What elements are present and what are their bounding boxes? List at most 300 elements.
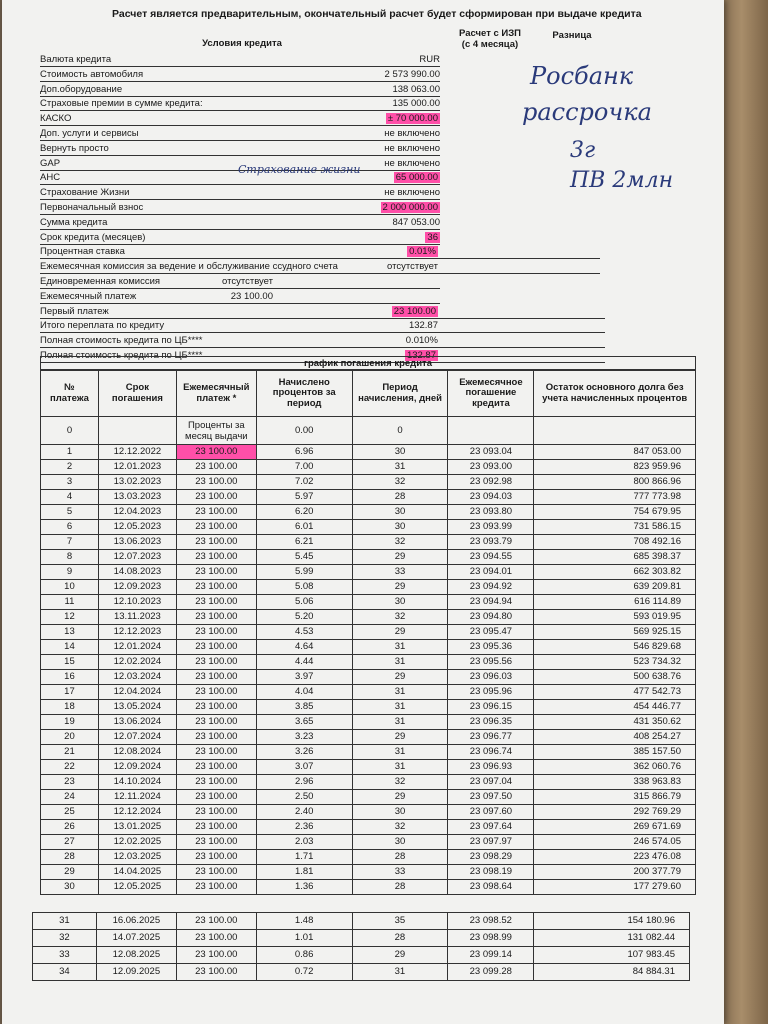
- cell-payment: 23 100.00: [176, 505, 256, 520]
- cell-repayment: 23 092.98: [448, 475, 534, 490]
- cell-number: 5: [41, 505, 99, 520]
- condition-row: [40, 215, 440, 230]
- condition-row: [40, 318, 605, 333]
- cell-days: 30: [352, 595, 448, 610]
- izp-heading: Расчет с ИЗП (с 4 месяца): [458, 28, 522, 50]
- cell-interest: 7.00: [256, 460, 352, 475]
- cell-date: 14.07.2025: [96, 930, 176, 947]
- cell-number: 27: [41, 835, 99, 850]
- condition-row: [40, 230, 440, 245]
- cell-days: 28: [352, 930, 448, 947]
- cell-repayment: 23 094.03: [448, 490, 534, 505]
- cell-repayment: 23 094.80: [448, 610, 534, 625]
- table-row: [33, 930, 690, 947]
- cell-number: 15: [41, 655, 99, 670]
- cell-payment: 23 100.00: [176, 947, 256, 964]
- table-row: [41, 550, 696, 565]
- cell-repayment: 23 098.64: [448, 880, 534, 895]
- cell-repayment: [448, 417, 534, 445]
- cell-payment: 23 100.00: [176, 835, 256, 850]
- table-row: [41, 460, 696, 475]
- condition-row: [40, 289, 440, 304]
- condition-value: 138 063.00: [392, 83, 440, 95]
- cell-repayment: 23 095.56: [448, 655, 534, 670]
- cell-days: 29: [352, 550, 448, 565]
- cell-number: 10: [41, 580, 99, 595]
- table-row: [41, 805, 696, 820]
- cell-payment: 23 100.00: [176, 913, 256, 930]
- cell-date: 12.01.2023: [98, 460, 176, 475]
- table-row: [41, 775, 696, 790]
- table-row: [41, 850, 696, 865]
- cell-days: 35: [352, 913, 448, 930]
- cell-repayment: 23 095.36: [448, 640, 534, 655]
- cell-repayment: 23 094.92: [448, 580, 534, 595]
- table-row: [41, 865, 696, 880]
- cell-repayment: 23 097.60: [448, 805, 534, 820]
- cell-balance: 639 209.81: [534, 580, 696, 595]
- cell-interest: 5.08: [256, 580, 352, 595]
- cell-interest: 5.99: [256, 565, 352, 580]
- condition-label: Валюта кредита: [40, 54, 112, 65]
- cell-interest: 7.02: [256, 475, 352, 490]
- cell-days: 31: [352, 640, 448, 655]
- cell-number: 32: [33, 930, 97, 947]
- cell-date: 12.05.2025: [98, 880, 176, 895]
- condition-value: не включено: [384, 157, 440, 169]
- cell-date: 12.03.2025: [98, 850, 176, 865]
- cell-date: 13.03.2023: [98, 490, 176, 505]
- cell-days: 28: [352, 880, 448, 895]
- condition-row: [40, 96, 440, 111]
- cell-number: 19: [41, 715, 99, 730]
- cell-interest: 1.48: [256, 913, 352, 930]
- condition-label: Страховые премии в сумме кредита:: [40, 98, 203, 110]
- condition-value: 132.87: [406, 350, 436, 361]
- cell-payment: 23 100.00: [176, 930, 256, 947]
- cell-date: 12.11.2024: [98, 790, 176, 805]
- desk-background: [724, 0, 768, 1024]
- cell-payment: 23 100.00: [176, 820, 256, 835]
- cell-number: 7: [41, 535, 99, 550]
- cell-number: 30: [41, 880, 99, 895]
- condition-label: Первый платеж: [40, 305, 109, 317]
- cell-number: 6: [41, 520, 99, 535]
- cell-balance: 315 866.79: [534, 790, 696, 805]
- cell-date: 13.06.2023: [98, 535, 176, 550]
- condition-row: [40, 274, 440, 289]
- cell-number: 23: [41, 775, 99, 790]
- cell-payment: 23 100.00: [176, 535, 256, 550]
- condition-row: [40, 126, 440, 141]
- condition-label: Страхование Жизни: [40, 187, 130, 199]
- cell-payment: 23 100.00: [176, 775, 256, 790]
- condition-value: 2 573 990.00: [384, 68, 440, 80]
- cell-days: 29: [352, 730, 448, 745]
- cell-days: 32: [352, 610, 448, 625]
- condition-row: [40, 185, 440, 200]
- cell-balance: 847 053.00: [534, 445, 696, 460]
- cell-date: 12.08.2025: [96, 947, 176, 964]
- cell-interest: 0.86: [256, 947, 352, 964]
- cell-interest: 4.53: [256, 625, 352, 640]
- table-row: [41, 670, 696, 685]
- condition-label: Процентная ставка: [40, 246, 125, 258]
- cell-date: 12.02.2024: [98, 655, 176, 670]
- cell-balance: 685 398.37: [534, 550, 696, 565]
- cell-date: 12.12.2024: [98, 805, 176, 820]
- cell-days: 33: [352, 865, 448, 880]
- cell-interest: 0.00: [256, 417, 352, 445]
- condition-row: [40, 141, 440, 156]
- cell-days: 32: [352, 535, 448, 550]
- cell-number: 24: [41, 790, 99, 805]
- table-row: [41, 610, 696, 625]
- cell-repayment: 23 096.03: [448, 670, 534, 685]
- cell-days: 31: [352, 700, 448, 715]
- table-row: [41, 595, 696, 610]
- cell-days: 28: [352, 850, 448, 865]
- cell-payment: 23 100.00: [176, 685, 256, 700]
- cell-date: 12.09.2024: [98, 760, 176, 775]
- cell-number: 4: [41, 490, 99, 505]
- cell-days: 29: [352, 790, 448, 805]
- table-row: [33, 947, 690, 964]
- cell-date: 12.08.2024: [98, 745, 176, 760]
- cell-number: 0: [41, 417, 99, 445]
- cell-interest: 6.01: [256, 520, 352, 535]
- table-row: [41, 715, 696, 730]
- cell-date: 14.10.2024: [98, 775, 176, 790]
- table-row: [41, 445, 696, 460]
- condition-label: Срок кредита (месяцев): [40, 231, 146, 243]
- payment-schedule-table: [40, 370, 696, 895]
- cell-payment: 23 100.00: [176, 565, 256, 580]
- cell-number: 18: [41, 700, 99, 715]
- cell-interest: 3.85: [256, 700, 352, 715]
- col-header-repayment: Ежемесячное погашение кредита: [448, 371, 534, 417]
- cell-date: 12.03.2024: [98, 670, 176, 685]
- cell-days: 31: [352, 760, 448, 775]
- condition-label: Доп. услуги и сервисы: [40, 128, 139, 139]
- condition-value: 65 000.00: [395, 172, 438, 184]
- cell-days: 0: [352, 417, 448, 445]
- cell-date: 12.09.2023: [98, 580, 176, 595]
- table-row: [41, 700, 696, 715]
- cell-number: 22: [41, 760, 99, 775]
- cell-number: 1: [41, 445, 99, 460]
- table-row: [41, 760, 696, 775]
- table-row: [41, 565, 696, 580]
- cell-interest: 5.20: [256, 610, 352, 625]
- condition-row: [40, 200, 440, 215]
- cell-days: 31: [352, 745, 448, 760]
- cell-days: 30: [352, 520, 448, 535]
- cell-payment: 23 100.00: [176, 745, 256, 760]
- cell-payment: 23 100.00: [176, 670, 256, 685]
- cell-days: 32: [352, 775, 448, 790]
- cell-repayment: 23 094.94: [448, 595, 534, 610]
- table-row: [33, 913, 690, 930]
- cell-payment: 23 100.00: [176, 445, 256, 460]
- cell-interest: 4.44: [256, 655, 352, 670]
- cell-days: 29: [352, 625, 448, 640]
- cell-date: 12.09.2025: [96, 964, 176, 981]
- condition-label: Полная стоимость кредита по ЦБ****: [40, 350, 203, 361]
- cell-days: 30: [352, 445, 448, 460]
- cell-date: [98, 417, 176, 445]
- cell-interest: 5.45: [256, 550, 352, 565]
- cell-repayment: 23 093.79: [448, 535, 534, 550]
- cell-balance: [534, 417, 696, 445]
- condition-row: [40, 304, 605, 319]
- cell-interest: 5.06: [256, 595, 352, 610]
- cell-payment: 23 100.00: [176, 490, 256, 505]
- cell-payment: 23 100.00: [176, 595, 256, 610]
- cell-days: 33: [352, 565, 448, 580]
- cell-days: 30: [352, 805, 448, 820]
- cell-payment: 23 100.00: [176, 655, 256, 670]
- cell-balance: 593 019.95: [534, 610, 696, 625]
- cell-days: 31: [352, 685, 448, 700]
- cell-interest: 2.36: [256, 820, 352, 835]
- cell-payment: 23 100.00: [176, 460, 256, 475]
- col-header-number: № платежа: [41, 371, 99, 417]
- cell-payment: 23 100.00: [176, 850, 256, 865]
- header-note: Расчет является предварительным, окончательный расчет будет сформирован при выдаче кредита: [112, 8, 642, 20]
- cell-interest: 4.04: [256, 685, 352, 700]
- cell-balance: 292 769.29: [534, 805, 696, 820]
- cell-number: 13: [41, 625, 99, 640]
- cell-payment: 23 100.00: [176, 865, 256, 880]
- condition-value: отсутствует: [387, 261, 438, 273]
- cell-payment: 23 100.00: [176, 790, 256, 805]
- cell-date: 12.07.2024: [98, 730, 176, 745]
- table-row: [41, 520, 696, 535]
- condition-value: не включено: [384, 142, 440, 154]
- cell-payment: 23 100.00: [176, 475, 256, 490]
- cell-number: 16: [41, 670, 99, 685]
- cell-repayment: 23 094.01: [448, 565, 534, 580]
- cell-balance: 477 542.73: [534, 685, 696, 700]
- cell-repayment: 23 097.04: [448, 775, 534, 790]
- cell-number: 34: [33, 964, 97, 981]
- cell-days: 32: [352, 475, 448, 490]
- cell-payment: 23 100.00: [176, 715, 256, 730]
- cell-interest: 1.01: [256, 930, 352, 947]
- cell-interest: 2.40: [256, 805, 352, 820]
- handwritten-term: 3г: [570, 138, 596, 163]
- cell-payment: 23 100.00: [176, 520, 256, 535]
- cell-date: 13.11.2023: [98, 610, 176, 625]
- cell-balance: 385 157.50: [534, 745, 696, 760]
- cell-balance: 823 959.96: [534, 460, 696, 475]
- cell-balance: 569 925.15: [534, 625, 696, 640]
- cell-repayment: 23 098.52: [448, 913, 534, 930]
- cell-payment: 23 100.00: [176, 640, 256, 655]
- difference-heading: Разница: [552, 30, 592, 41]
- col-header-balance: Остаток основного долга без учета начисленных процентов: [534, 371, 696, 417]
- cell-balance: 223 476.08: [534, 850, 696, 865]
- condition-label: GAP: [40, 157, 61, 169]
- cell-payment: Проценты за месяц выдачи: [176, 417, 256, 445]
- condition-row: [40, 52, 440, 67]
- cell-date: 12.10.2023: [98, 595, 176, 610]
- condition-value: 132.87: [408, 320, 438, 332]
- handwritten-bank: Росбанк: [530, 62, 634, 90]
- condition-label: АНС: [40, 172, 61, 184]
- condition-value: 0.01%: [409, 246, 436, 258]
- cell-date: 16.06.2025: [96, 913, 176, 930]
- cell-repayment: 23 099.28: [448, 964, 534, 981]
- cell-number: 3: [41, 475, 99, 490]
- cell-repayment: 23 093.80: [448, 505, 534, 520]
- table-row: [41, 580, 696, 595]
- cell-balance: 731 586.15: [534, 520, 696, 535]
- cell-days: 30: [352, 835, 448, 850]
- col-header-interest: Начислено процентов за период: [256, 371, 352, 417]
- table-row: [41, 640, 696, 655]
- cell-payment: 23 100.00: [176, 550, 256, 565]
- cell-balance: 177 279.60: [534, 880, 696, 895]
- cell-repayment: 23 096.77: [448, 730, 534, 745]
- condition-value: RUR: [419, 54, 440, 65]
- cell-date: 12.02.2025: [98, 835, 176, 850]
- cell-balance: 500 638.76: [534, 670, 696, 685]
- table-row: [41, 745, 696, 760]
- printed-sheet: [2, 0, 724, 1024]
- cell-payment: 23 100.00: [176, 700, 256, 715]
- condition-value: 23 100.00: [393, 305, 436, 317]
- table-row: [41, 730, 696, 745]
- cell-number: 25: [41, 805, 99, 820]
- cell-date: 12.12.2023: [98, 625, 176, 640]
- cell-balance: 616 114.89: [534, 595, 696, 610]
- cell-repayment: 23 098.19: [448, 865, 534, 880]
- cell-balance: 246 574.05: [534, 835, 696, 850]
- condition-row: [40, 67, 440, 82]
- cell-days: 29: [352, 580, 448, 595]
- cell-date: 12.04.2023: [98, 505, 176, 520]
- cell-balance: 431 350.62: [534, 715, 696, 730]
- cell-number: 8: [41, 550, 99, 565]
- condition-value: 0.010%: [405, 335, 438, 347]
- condition-value: отсутствует: [222, 276, 273, 287]
- cell-date: 12.05.2023: [98, 520, 176, 535]
- cell-interest: 1.36: [256, 880, 352, 895]
- cell-days: 31: [352, 964, 448, 981]
- cell-date: 13.02.2023: [98, 475, 176, 490]
- cell-balance: 107 983.45: [534, 947, 690, 964]
- handwritten-plan: рассрочка: [522, 98, 652, 126]
- cell-balance: 408 254.27: [534, 730, 696, 745]
- cell-balance: 523 734.32: [534, 655, 696, 670]
- table-row: [41, 880, 696, 895]
- cell-number: 2: [41, 460, 99, 475]
- table-row: [41, 835, 696, 850]
- cell-number: 26: [41, 820, 99, 835]
- cell-date: 13.01.2025: [98, 820, 176, 835]
- condition-row: [40, 333, 605, 348]
- cell-interest: 3.26: [256, 745, 352, 760]
- table-row: [41, 685, 696, 700]
- cell-balance: 708 492.16: [534, 535, 696, 550]
- condition-label: КАСКО: [40, 113, 72, 125]
- condition-row: [40, 259, 600, 274]
- condition-label: Итого переплата по кредиту: [40, 320, 165, 332]
- table-row: [41, 625, 696, 640]
- cell-date: 12.04.2024: [98, 685, 176, 700]
- cell-interest: 3.23: [256, 730, 352, 745]
- cell-repayment: 23 098.29: [448, 850, 534, 865]
- cell-date: 12.01.2024: [98, 640, 176, 655]
- condition-label: Ежемесячный платеж: [40, 290, 137, 302]
- condition-row: [40, 82, 440, 97]
- cell-interest: 3.97: [256, 670, 352, 685]
- table-row: [41, 820, 696, 835]
- cell-balance: 662 303.82: [534, 565, 696, 580]
- cell-interest: 6.20: [256, 505, 352, 520]
- cell-date: 12.07.2023: [98, 550, 176, 565]
- col-header-payment: Ежемесячный платеж *: [176, 371, 256, 417]
- cell-repayment: 23 093.04: [448, 445, 534, 460]
- cell-days: 31: [352, 460, 448, 475]
- table-row: [41, 790, 696, 805]
- cell-payment: 23 100.00: [176, 880, 256, 895]
- cell-number: 21: [41, 745, 99, 760]
- cell-payment: 23 100.00: [176, 580, 256, 595]
- cell-number: 12: [41, 610, 99, 625]
- cell-repayment: 23 097.64: [448, 820, 534, 835]
- cell-repayment: 23 096.93: [448, 760, 534, 775]
- condition-value: 847 053.00: [392, 216, 440, 228]
- cell-number: 9: [41, 565, 99, 580]
- col-header-days: Период начисления, дней: [352, 371, 448, 417]
- cell-repayment: 23 093.99: [448, 520, 534, 535]
- cell-days: 29: [352, 947, 448, 964]
- cell-number: 17: [41, 685, 99, 700]
- cell-number: 33: [33, 947, 97, 964]
- cell-interest: 6.96: [256, 445, 352, 460]
- cell-repayment: 23 096.74: [448, 745, 534, 760]
- cell-balance: 84 884.31: [534, 964, 690, 981]
- cell-interest: 2.50: [256, 790, 352, 805]
- condition-label: Сумма кредита: [40, 216, 108, 228]
- table-row: [41, 505, 696, 520]
- cell-balance: 269 671.69: [534, 820, 696, 835]
- cell-number: 20: [41, 730, 99, 745]
- cell-balance: 131 082.44: [534, 930, 690, 947]
- cell-balance: 338 963.83: [534, 775, 696, 790]
- cell-balance: 777 773.98: [534, 490, 696, 505]
- cell-date: 13.06.2024: [98, 715, 176, 730]
- cell-balance: 800 866.96: [534, 475, 696, 490]
- cell-days: 32: [352, 820, 448, 835]
- cell-payment: 23 100.00: [176, 760, 256, 775]
- cell-interest: 4.64: [256, 640, 352, 655]
- cell-interest: 2.96: [256, 775, 352, 790]
- cell-balance: 154 180.96: [534, 913, 690, 930]
- cell-repayment: 23 094.55: [448, 550, 534, 565]
- cell-repayment: 23 097.50: [448, 790, 534, 805]
- cell-interest: 5.97: [256, 490, 352, 505]
- cell-date: 14.04.2025: [98, 865, 176, 880]
- condition-value: 135 000.00: [392, 98, 440, 110]
- cell-repayment: 23 096.15: [448, 700, 534, 715]
- cell-interest: 6.21: [256, 535, 352, 550]
- condition-label: Ежемесячная комиссия за ведение и обслуживание ссудного счета: [40, 261, 338, 273]
- cell-date: 12.12.2022: [98, 445, 176, 460]
